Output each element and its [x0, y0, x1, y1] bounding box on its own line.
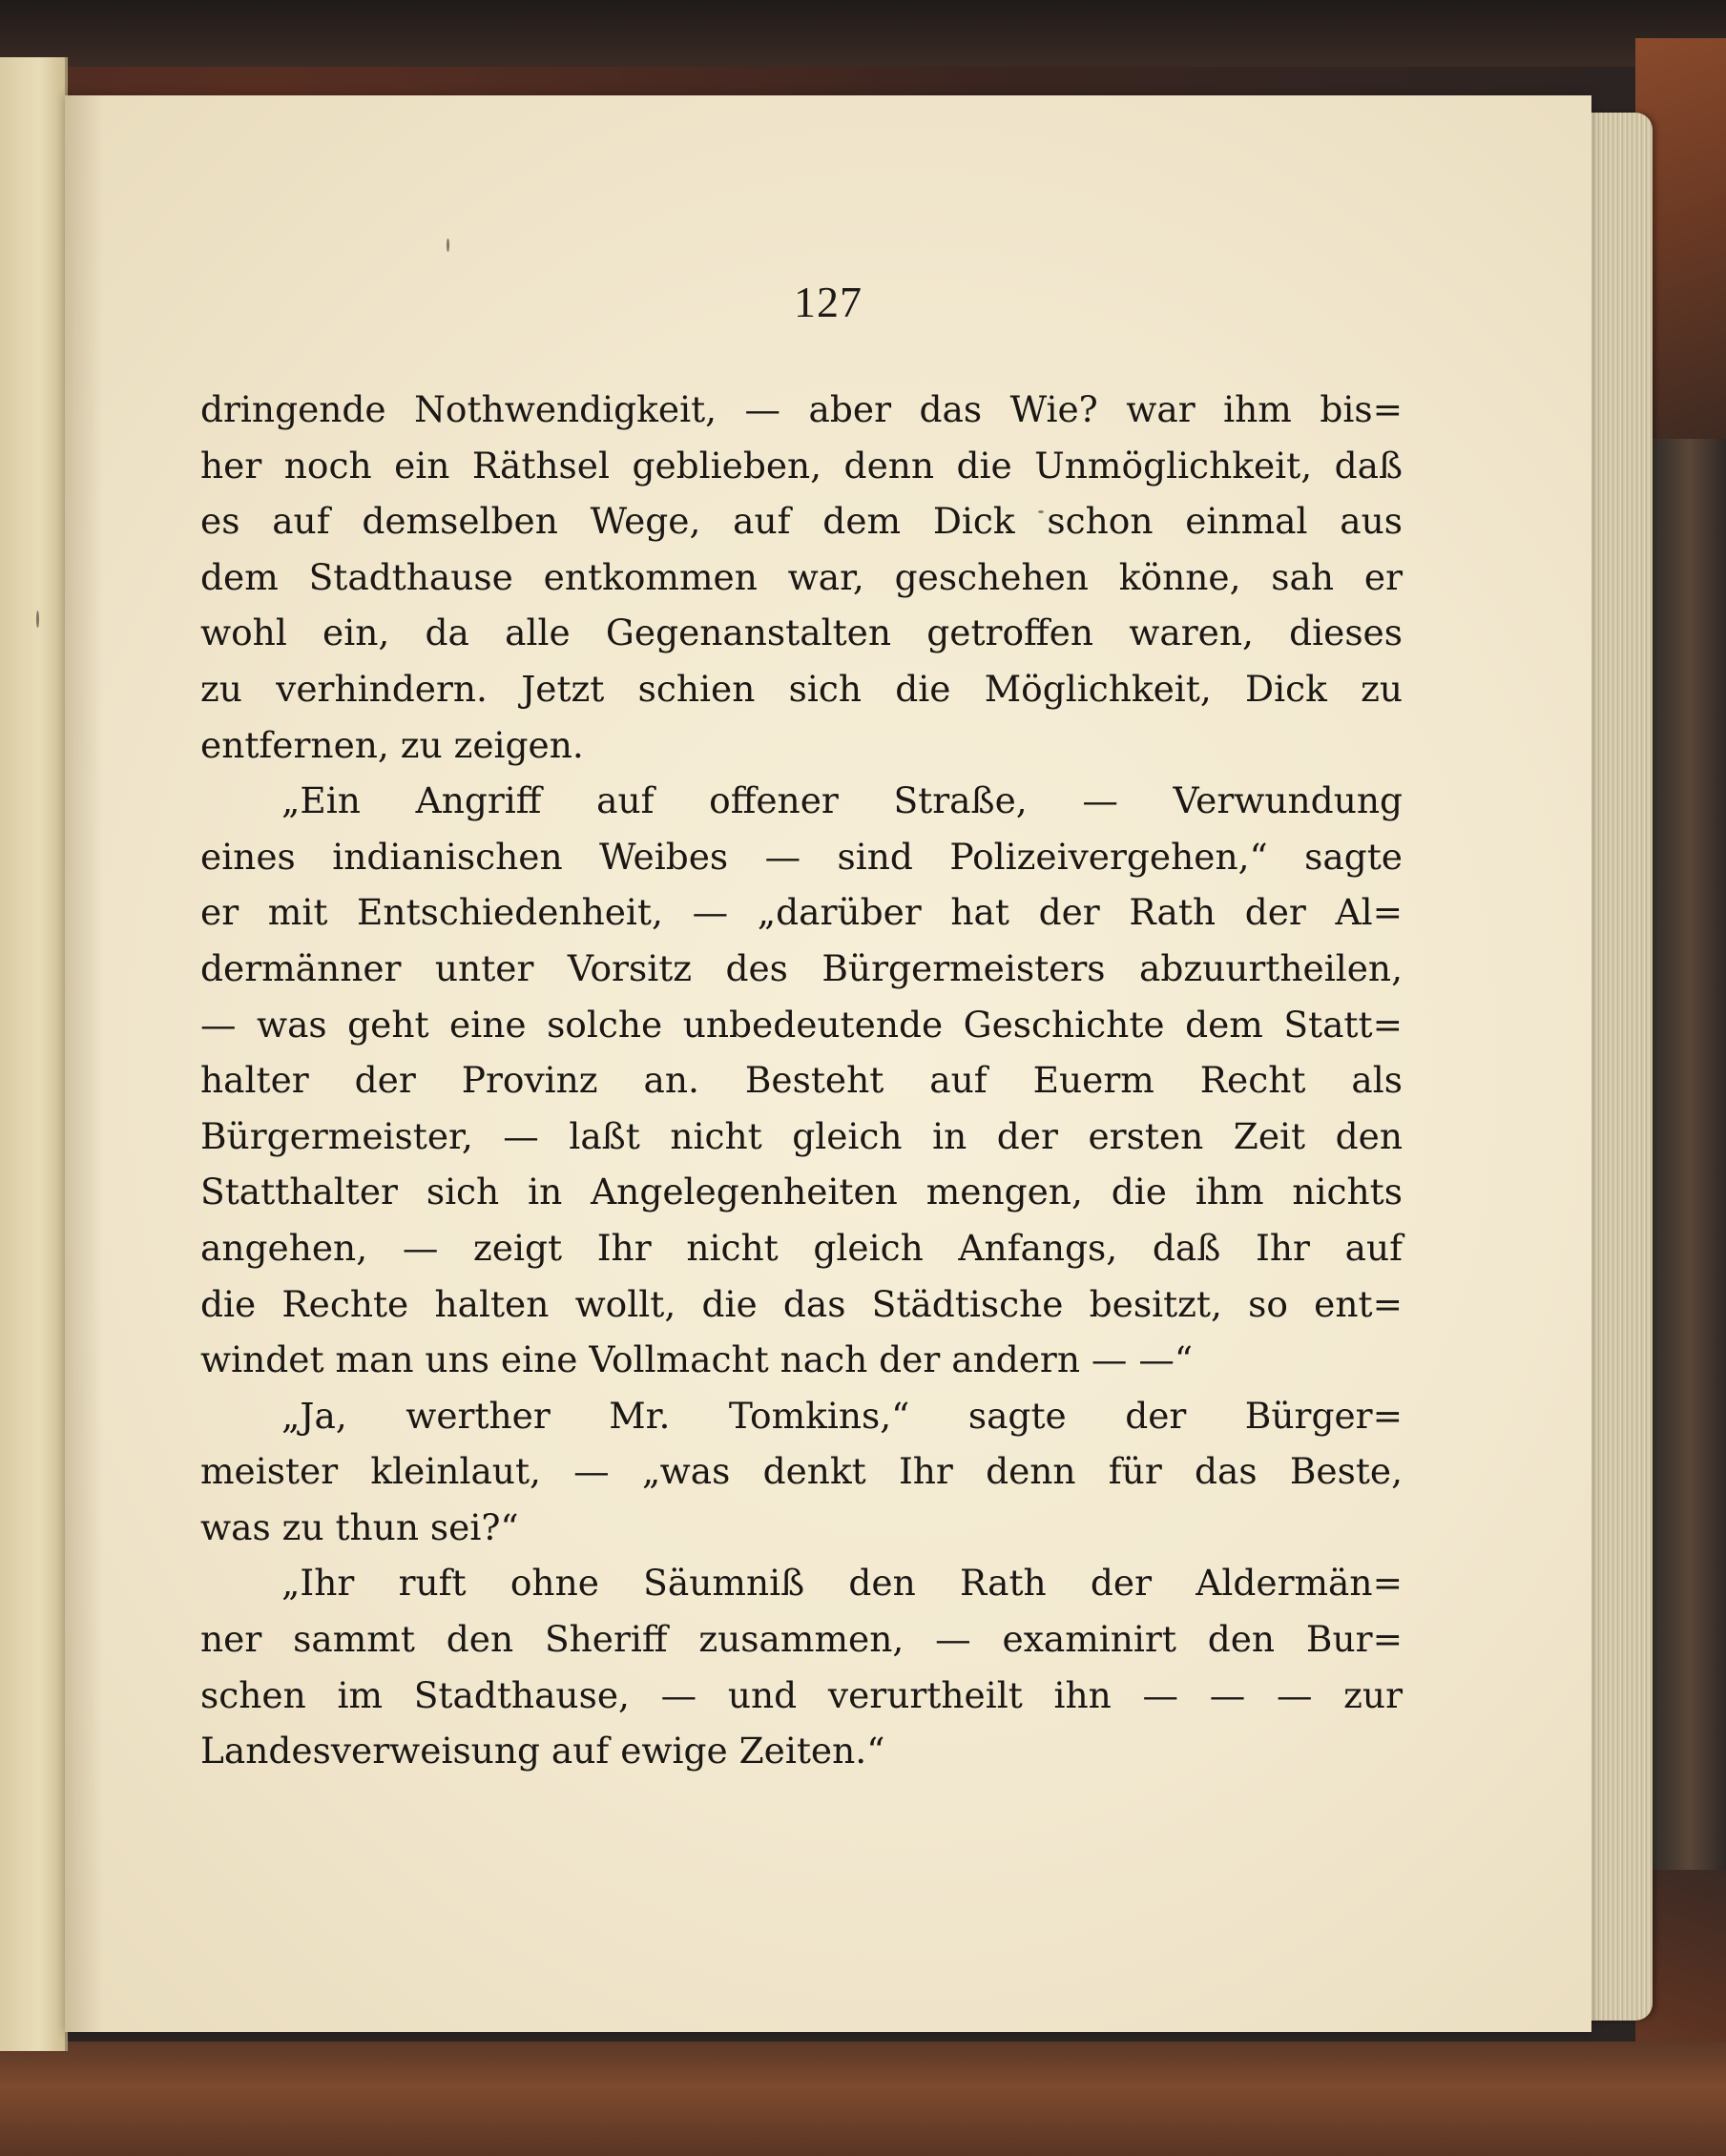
text-line: ner sammt den Sheriff zusammen, — examinirt den Bur=	[200, 1618, 1403, 1661]
text-line: eines indianischen Weibes — sind Polizeivergehen,“ sagte	[200, 835, 1403, 878]
text-line: Bürgermeister, — laßt nicht gleich in der ersten Zeit den	[200, 1114, 1403, 1157]
facing-page-edge	[0, 57, 68, 2051]
text-line: „Ja, werther Mr. Tomkins,“ sagte der Bürger=	[281, 1394, 1403, 1437]
text-line: halter der Provinz an. Besteht auf Euerm Recht als	[200, 1059, 1403, 1102]
text-line: „Ihr ruft ohne Säumniß den Rath der Aldermän=	[281, 1562, 1403, 1605]
text-line: die Rechte halten wollt, die das Städtische besitzt, so ent=	[200, 1282, 1403, 1325]
text-line: meister kleinlaut, — „was denkt Ihr denn für das Beste,	[200, 1450, 1403, 1493]
text-line: es auf demselben Wege, auf dem Dick schon einmal aus	[200, 500, 1403, 543]
page-body-text	[200, 382, 1403, 1779]
text-line: „Ein Angriff auf offener Straße, — Verwundung	[281, 779, 1403, 822]
text-line: her noch ein Räthsel geblieben, denn die Unmöglichkeit, daß	[200, 444, 1403, 487]
text-line: dem Stadthause entkommen war, geschehen könne, sah er	[200, 555, 1403, 598]
paper-speck	[447, 238, 449, 252]
cover-top-edge	[0, 0, 1726, 67]
text-line: wohl ein, da alle Gegenanstalten getroffen waren, dieses	[200, 612, 1403, 654]
text-line: dringende Nothwendigkeit, — aber das Wie? war ihm bis=	[200, 388, 1403, 430]
text-line: — was geht eine solche unbedeutende Geschichte dem Statt=	[200, 1003, 1403, 1046]
text-line: zu verhindern. Jetzt schien sich die Möglichkeit, Dick zu	[200, 667, 1403, 710]
text-line: angehen, — zeigt Ihr nicht gleich Anfangs, daß Ihr auf	[200, 1226, 1403, 1269]
paper-speck	[36, 611, 39, 628]
book-page	[65, 95, 1591, 2032]
text-line: was zu thun sei?“	[200, 1505, 519, 1548]
text-line: entfernen, zu zeigen.	[200, 723, 584, 766]
text-line: dermänner unter Vorsitz des Bürgermeisters abzuurtheilen,	[200, 946, 1403, 989]
text-line: windet man uns eine Vollmacht nach der andern — —“	[200, 1338, 1194, 1381]
text-line: Landesverweisung auf ewige Zeiten.“	[200, 1730, 885, 1772]
page-number: 127	[794, 278, 863, 326]
cover-bottom-edge	[0, 2042, 1726, 2156]
text-line: er mit Entschiedenheit, — „darüber hat der Rath der Al=	[200, 891, 1403, 934]
text-line: Statthalter sich in Angelegenheiten mengen, die ihm nichts	[200, 1171, 1403, 1213]
text-line: schen im Stadthause, — und verurtheilt ihn — — — zur	[200, 1673, 1403, 1716]
